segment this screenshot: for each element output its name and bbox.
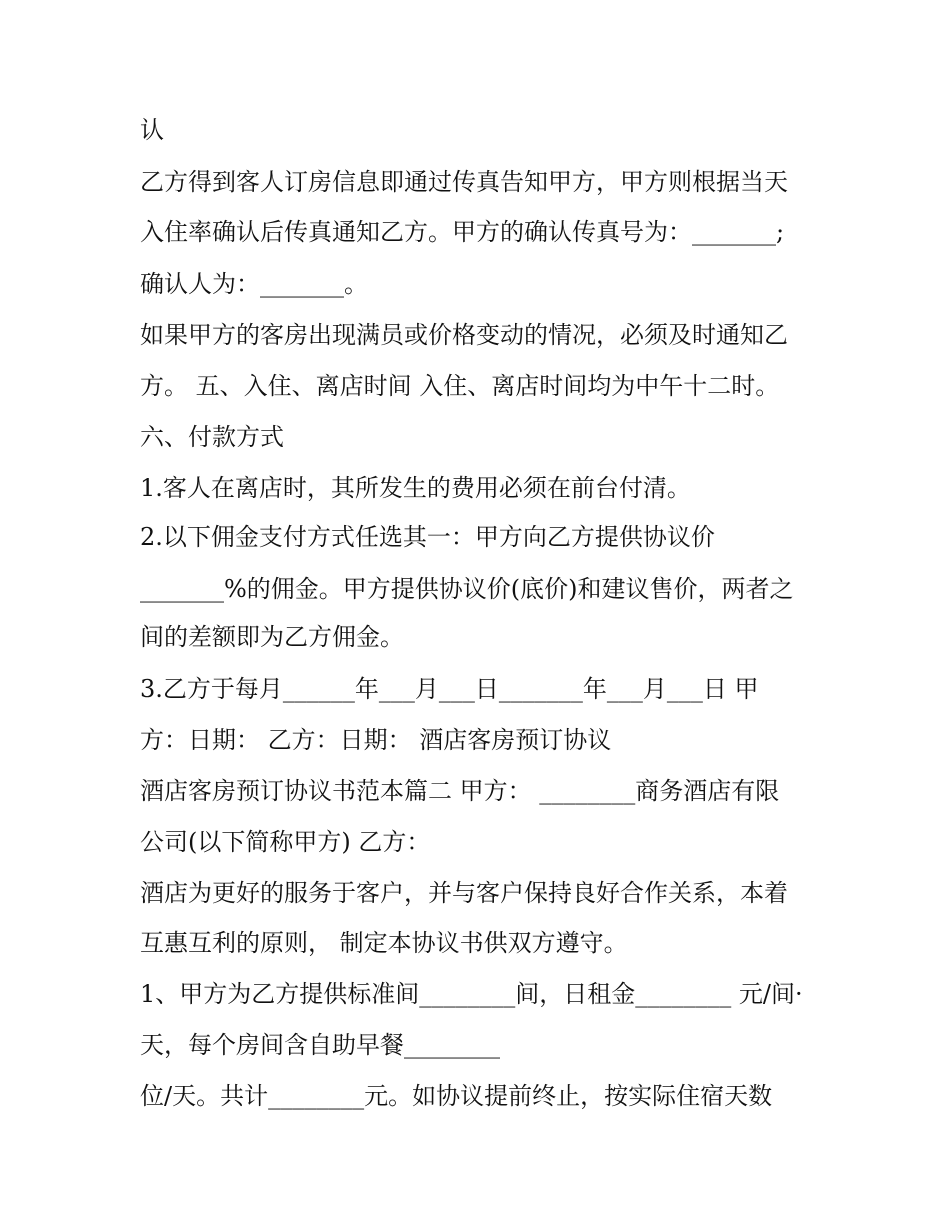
text-line: 位/天。共计________元。如协议提前终止，按实际住宿天数 bbox=[140, 1082, 773, 1110]
section-heading: 六、付款方式 bbox=[140, 423, 284, 451]
text-line: 互惠互利的原则， 制定本协议书供双方遵守。 bbox=[140, 929, 628, 957]
text-line: 认 bbox=[140, 116, 164, 144]
text-line: 1、甲方为乙方提供标准间________间，日租金________ 元/间· bbox=[140, 980, 803, 1008]
text-line: 酒店为更好的服务于客户，并与客户保持良好合作关系，本着 bbox=[140, 879, 788, 907]
text-line: 方：日期： 乙方：日期： 酒店客房预订协议 bbox=[140, 726, 612, 754]
text-line: 2.以下佣金支付方式任选其一：甲方向乙方提供协议价 bbox=[140, 523, 715, 551]
text-line: 方。 五、入住、离店时间 入住、离店时间均为中午十二时。 bbox=[140, 372, 780, 400]
text-line: 如果甲方的客房出现满员或价格变动的情况，必须及时通知乙 bbox=[140, 321, 788, 349]
text-line: 3.乙方于每月______年___月___日_______年___月___日 甲 bbox=[140, 675, 759, 703]
text-line: _______%的佣金。甲方提供协议价(底价)和建议售价，两者之 bbox=[140, 575, 794, 603]
text-line: 入住率确认后传真通知乙方。甲方的确认传真号为：_______; bbox=[140, 218, 785, 246]
text-line: 间的差额即为乙方佣金。 bbox=[140, 623, 404, 651]
text-line: 乙方得到客人订房信息即通过传真告知甲方，甲方则根据当天 bbox=[140, 168, 788, 196]
text-line: 天，每个房间含自助早餐________ bbox=[140, 1031, 500, 1059]
text-line: 公司(以下简称甲方) 乙方： bbox=[140, 828, 431, 856]
text-line: 确认人为：_______。 bbox=[140, 270, 368, 298]
text-line: 酒店客房预订协议书范本篇二 甲方： ________商务酒店有限 bbox=[140, 777, 780, 805]
text-line: 1.客人在离店时，其所发生的费用必须在前台付清。 bbox=[140, 474, 691, 502]
